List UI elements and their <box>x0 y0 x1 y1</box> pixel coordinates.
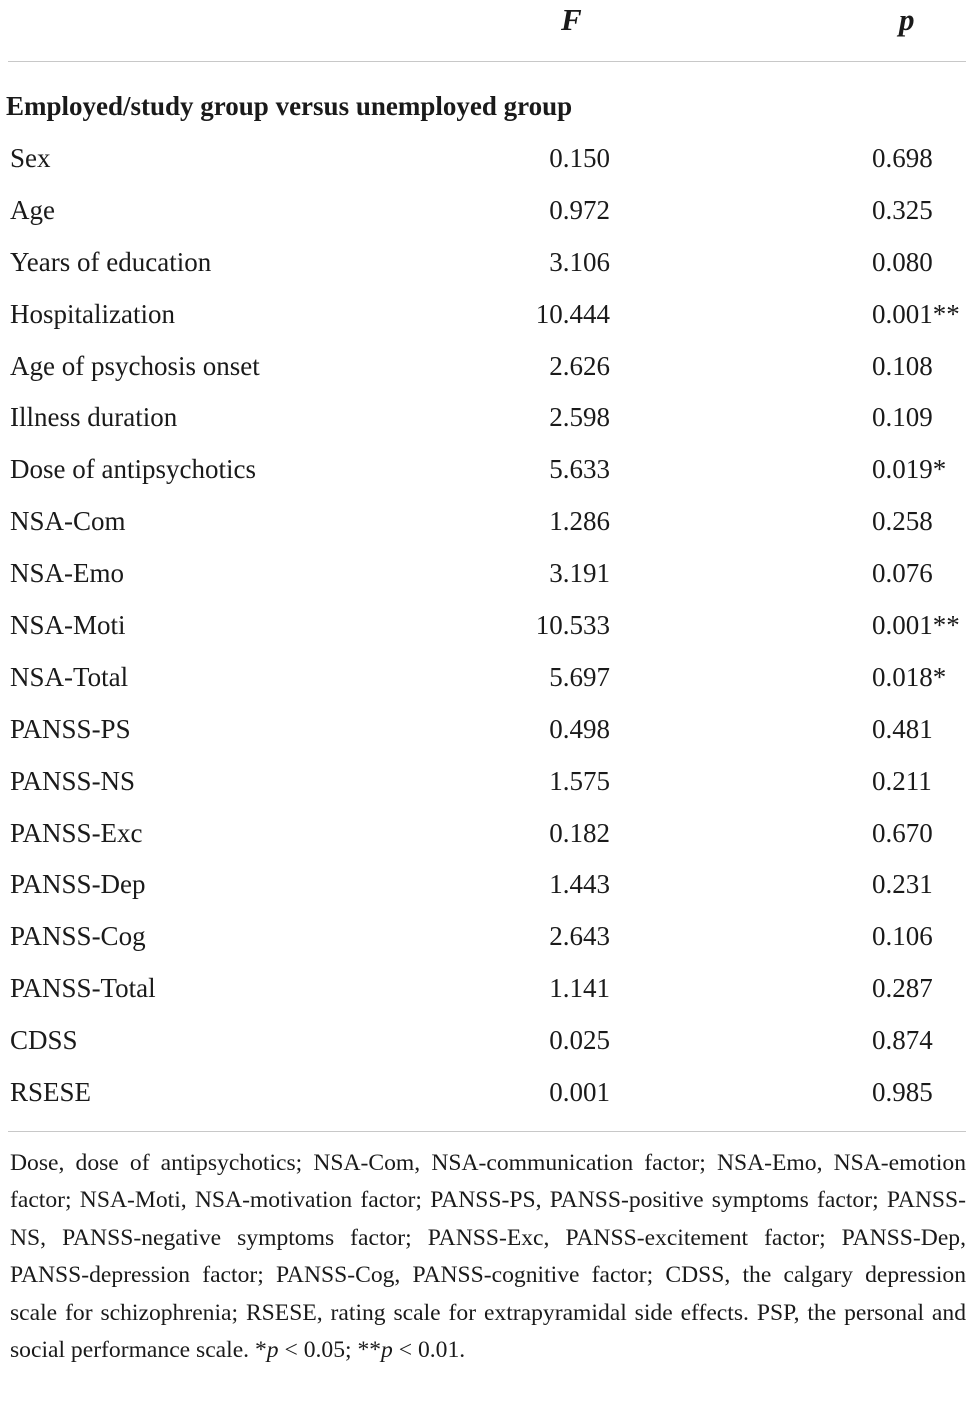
row-label: Years of education <box>10 246 212 277</box>
footnote-text: Dose, dose of antipsychotics; NSA-Com, NSA-communication factor; NSA-Emo, NSA-emotion factor; NSA-Moti, NSA-motivation factor; PANSS-PS, PANSS-positive symptoms factor; PANSS-NS, PANSS-negative symptoms factor; PANSS-Exc, PANSS-excitement factor; PANSS-Dep, PANSS-depression factor; PANSS-Cog, PANSS-cognitive factor; CDSS, the calgary depression scale for schizophrenia; RSESE, rating scale for extrapyramidal side effects. PSP, the personal and social performance scale. <box>10 1150 966 1364</box>
f-value: 0.025 <box>549 1025 610 1056</box>
footnote-sig2-var: p <box>381 1337 393 1364</box>
f-value: 10.533 <box>535 610 610 641</box>
table-row <box>0 910 972 962</box>
f-value: 1.443 <box>549 869 610 900</box>
row-label: PANSS-Cog <box>10 921 146 952</box>
f-value: 10.444 <box>535 298 610 329</box>
p-value: 0.019* <box>872 454 947 485</box>
f-value: 2.598 <box>549 402 610 433</box>
p-value: 0.985 <box>872 1077 933 1108</box>
row-label: Hospitalization <box>10 298 175 329</box>
p-value: 0.258 <box>872 506 933 537</box>
bottom-divider <box>8 1131 966 1132</box>
column-header-p: p <box>899 2 915 37</box>
f-value: 5.633 <box>549 454 610 485</box>
table-row <box>0 962 972 1014</box>
f-value: 1.575 <box>549 765 610 796</box>
f-value: 0.150 <box>549 143 610 173</box>
table-row <box>0 495 972 547</box>
row-label: NSA-Moti <box>10 610 126 641</box>
row-label: PANSS-Total <box>10 973 156 1004</box>
footnote-sig1-rest: < 0.05; <box>278 1337 352 1364</box>
p-value: 0.670 <box>872 817 933 848</box>
row-label: NSA-Emo <box>10 558 124 589</box>
f-value: 2.626 <box>549 350 610 381</box>
row-label: PANSS-PS <box>10 713 131 744</box>
row-label: Illness duration <box>10 402 178 433</box>
row-label: Age of psychosis onset <box>10 350 260 381</box>
p-value: 0.076 <box>872 558 933 589</box>
f-value: 0.972 <box>549 194 610 225</box>
p-value: 0.109 <box>872 402 933 433</box>
table-row <box>0 288 972 340</box>
p-value: 0.001** <box>872 298 960 329</box>
p-value: 0.211 <box>872 765 932 796</box>
p-value: 0.018* <box>872 661 947 692</box>
p-value: 0.698 <box>872 143 933 173</box>
row-label: CDSS <box>10 1025 78 1056</box>
row-label: Age <box>10 194 55 225</box>
group-title: Employed/study group versus unemployed group <box>6 91 573 121</box>
p-value: 0.080 <box>872 246 933 277</box>
f-value: 1.141 <box>549 973 610 1004</box>
table-row <box>0 1014 972 1066</box>
table-row <box>0 755 972 807</box>
row-label: NSA-Total <box>10 661 129 692</box>
p-value: 0.325 <box>872 194 933 225</box>
table-row <box>0 703 972 755</box>
table-row <box>0 443 972 495</box>
p-value: 0.481 <box>872 713 933 744</box>
f-value: 0.001 <box>549 1077 610 1108</box>
p-value: 0.287 <box>872 973 933 1004</box>
f-value: 1.286 <box>549 506 610 537</box>
column-header-f: F <box>561 2 582 37</box>
row-label: PANSS-Dep <box>10 869 146 900</box>
table-row <box>0 807 972 859</box>
footnote-sig2-mark: ** <box>357 1337 382 1364</box>
f-value: 3.106 <box>549 246 610 277</box>
p-value: 0.108 <box>872 350 933 381</box>
p-value: 0.106 <box>872 921 933 952</box>
table-header <box>0 0 972 44</box>
p-value: 0.231 <box>872 869 933 900</box>
footnote-sig1-mark: * <box>255 1337 267 1364</box>
row-label: PANSS-Exc <box>10 817 143 848</box>
row-label: NSA-Com <box>10 506 126 537</box>
table-row <box>0 184 972 236</box>
f-value: 2.643 <box>549 921 610 952</box>
table-row <box>0 599 972 651</box>
footnote-sig2-rest: < 0.01. <box>392 1337 466 1364</box>
f-value: 0.498 <box>549 713 610 744</box>
table-body <box>0 132 972 1118</box>
footnote-sig1-var: p <box>266 1337 279 1364</box>
table-row <box>0 1066 972 1118</box>
table-row <box>0 132 972 184</box>
table-row <box>0 651 972 703</box>
f-value: 3.191 <box>549 558 610 589</box>
table-row <box>0 547 972 599</box>
row-label: Dose of antipsychotics <box>10 454 256 485</box>
f-value: 0.182 <box>549 817 610 848</box>
table-footnote <box>10 1145 966 1369</box>
row-label: Sex <box>10 143 51 173</box>
f-value: 5.697 <box>549 661 610 692</box>
table-row <box>0 858 972 910</box>
table-row <box>0 391 972 443</box>
table-row <box>0 236 972 288</box>
top-divider <box>8 61 966 62</box>
p-value: 0.874 <box>872 1025 933 1056</box>
row-label: PANSS-NS <box>10 765 136 796</box>
p-value: 0.001** <box>872 610 960 641</box>
table-row <box>0 340 972 392</box>
row-label: RSESE <box>10 1077 92 1108</box>
